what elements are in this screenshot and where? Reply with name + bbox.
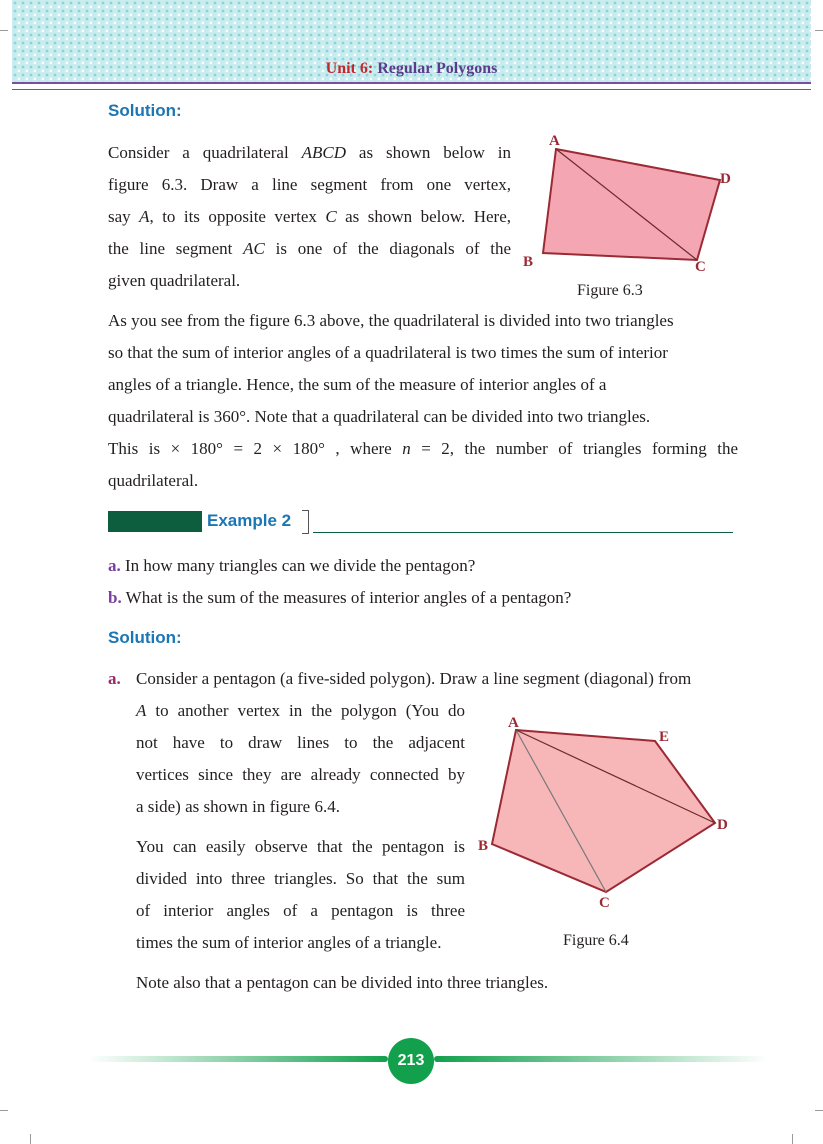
vertex-label-d: D [717, 817, 728, 833]
unit-separator: : [367, 60, 374, 77]
text-line: the line segment AC is one of the diagonals of the [108, 239, 511, 258]
vertex-label-a: A [549, 133, 560, 149]
text-line: You can easily observe that the pentagon is [136, 837, 465, 856]
figure-caption: Figure 6.3 [577, 282, 643, 299]
example-rule [313, 532, 733, 533]
text-line: quadrilateral. [108, 471, 199, 490]
quadrilateral-figure [515, 125, 745, 280]
crop-mark [815, 1110, 823, 1111]
crop-mark [792, 1134, 793, 1144]
unit-label: Unit 6 [325, 60, 368, 77]
example-bracket [302, 510, 309, 534]
text-line: vertices since they are already connected by [136, 765, 465, 784]
text-line: not have to draw lines to the adjacent [136, 733, 465, 752]
text-line: times the sum of interior angles of a triangle. [136, 933, 442, 952]
vertex-label-a: A [508, 715, 519, 731]
text-line: a side) as shown in figure 6.4. [136, 797, 340, 816]
pentagon-shape [492, 730, 715, 892]
crop-mark [815, 30, 823, 31]
vertex-label-c: C [599, 895, 610, 911]
solution-heading: Solution: [108, 628, 182, 647]
footer-rule-left [88, 1056, 388, 1062]
header-rule [12, 82, 811, 90]
question-marker: b. [108, 588, 122, 607]
solution-heading: Solution: [108, 101, 182, 120]
text-line: A to another vertex in the polygon (You do [136, 701, 465, 720]
text-line: Consider a quadrilateral ABCD as shown below in [108, 143, 511, 162]
vertex-label-b: B [478, 838, 489, 854]
text-line: figure 6.3. Draw a line segment from one vertex, [108, 175, 511, 194]
text-line: given quadrilateral. [108, 271, 241, 290]
example-label: Example 2 [207, 511, 292, 530]
text-line: Consider a pentagon (a five-sided polygon). Draw a line segment (diagonal) from [136, 669, 692, 688]
crop-mark [30, 1134, 31, 1144]
crop-mark [0, 1110, 8, 1111]
footer-rule-right [434, 1056, 769, 1062]
pentagon-figure [470, 710, 740, 920]
text-line: of interior angles of a pentagon is three [136, 901, 465, 920]
vertex-label-e: E [659, 729, 670, 745]
text-line: so that the sum of interior angles of a quadrilateral is two times the sum of interior [108, 343, 668, 362]
unit-title [0, 60, 823, 78]
text-line: say A, to its opposite vertex C as shown below. Here, [108, 207, 511, 226]
example-bar [108, 511, 202, 532]
text-line: quadrilateral is 360°. Note that a quadrilateral can be divided into two triangles. [108, 407, 651, 426]
note-text: Note also that a pentagon can be divided into three triangles. [136, 973, 549, 992]
text-line: As you see from the figure 6.3 above, the quadrilateral is divided into two triangles [108, 311, 674, 330]
text-line: This is × 180° = 2 × 180° , where n = 2, the number of triangles forming the [108, 439, 738, 458]
vertex-label-d: D [720, 171, 731, 187]
vertex-label-b: B [523, 254, 534, 270]
page-number: 213 [388, 1038, 434, 1084]
vertex-label-c: C [695, 259, 706, 275]
question-a: a. In how many triangles can we divide the pentagon? [108, 556, 476, 575]
crop-mark [0, 30, 8, 31]
unit-name: Regular Polygons [373, 60, 498, 77]
text-line: divided into three triangles. So that the sum [136, 869, 465, 888]
question-b: b. What is the sum of the measures of interior angles of a pentagon? [108, 588, 572, 607]
question-marker: a. [108, 556, 121, 575]
answer-a-marker: a. [108, 669, 121, 688]
quadrilateral-shape [543, 149, 720, 260]
text-line: angles of a triangle. Hence, the sum of the measure of interior angles of a [108, 375, 607, 394]
figure-caption: Figure 6.4 [563, 932, 629, 949]
